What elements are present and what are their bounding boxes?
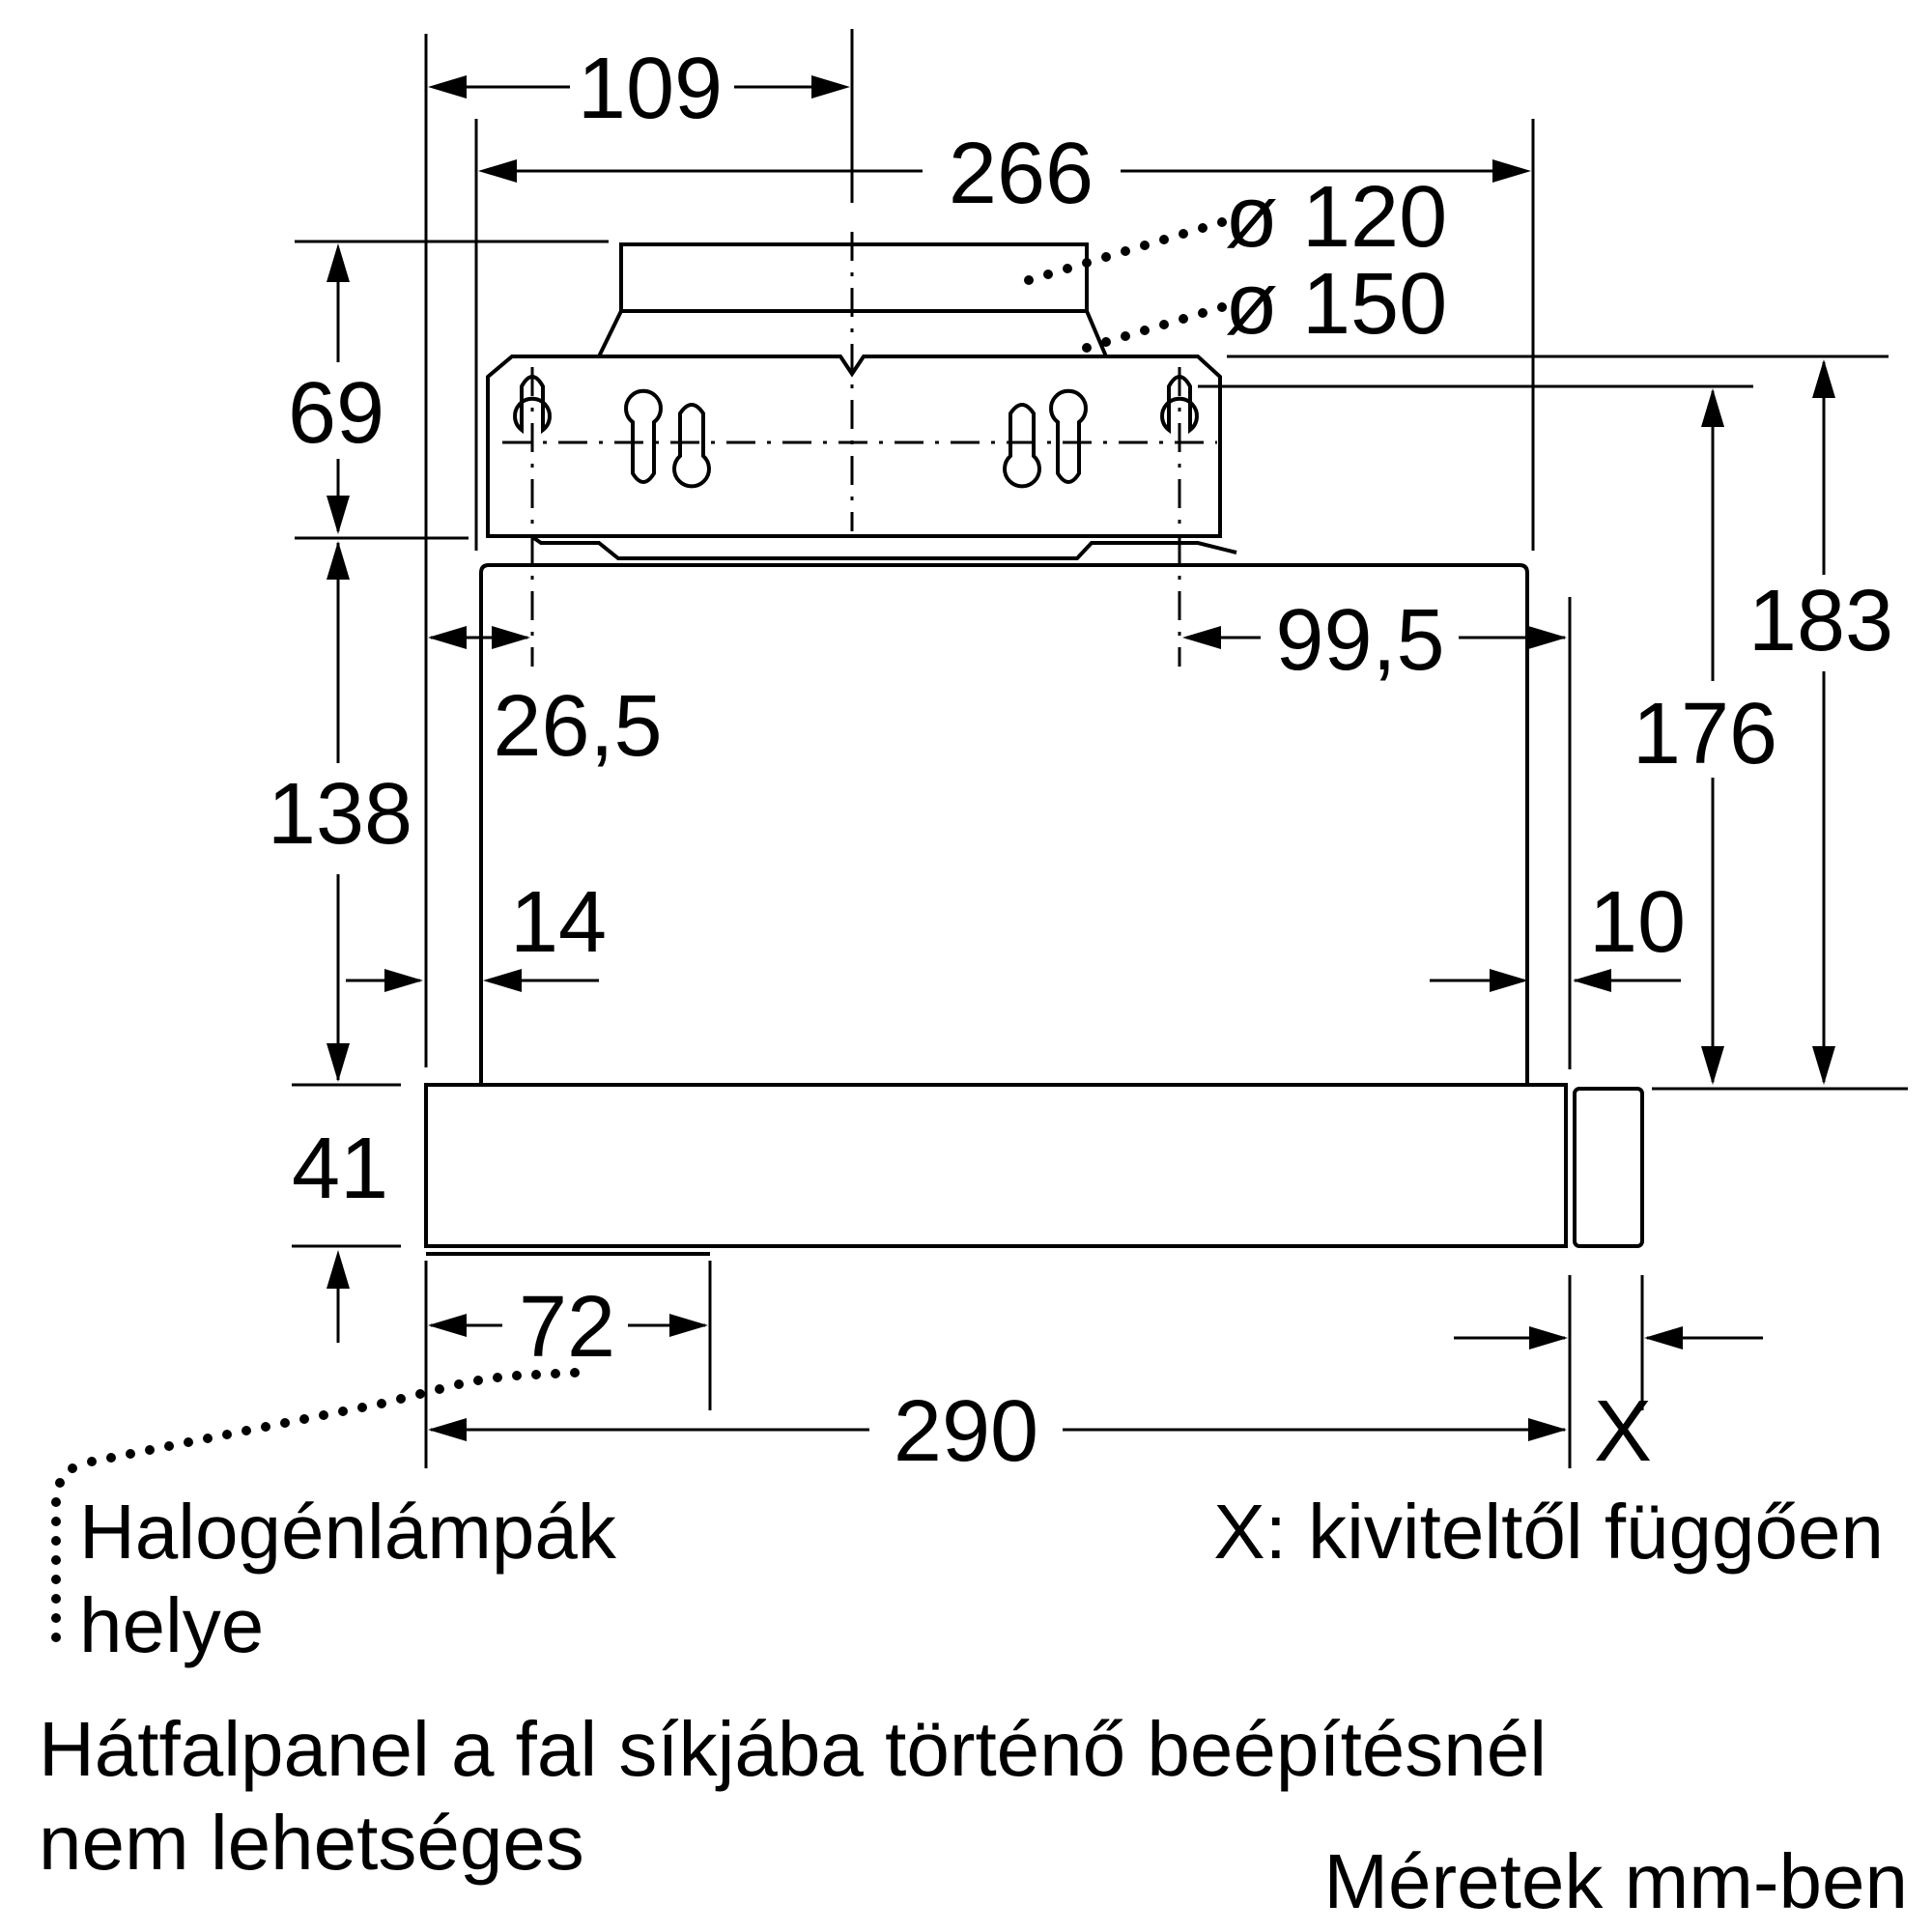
dim-label-41: 41: [291, 1121, 389, 1217]
arrowhead: [811, 75, 850, 99]
dim-label-10: 10: [1588, 874, 1687, 971]
arrowhead: [1528, 1418, 1567, 1441]
note-x-variant: X: kiviteltől függően: [1213, 1489, 1884, 1575]
arrowhead: [1492, 159, 1531, 183]
dim-label-109: 109: [577, 41, 724, 137]
arrowhead: [1529, 1326, 1568, 1350]
arrowhead: [428, 1418, 467, 1441]
arrowhead: [384, 969, 423, 992]
note-units: Méretek mm-ben: [1323, 1838, 1908, 1924]
dim-label-72: 72: [518, 1279, 616, 1376]
arrowhead: [327, 496, 350, 534]
duct-collar: [621, 244, 1087, 311]
note-halogen-line1: Halogénlámpák: [79, 1489, 616, 1575]
notes: [39, 1489, 1908, 1924]
arrowhead: [327, 1250, 350, 1289]
arrowhead: [492, 626, 530, 649]
arrowhead: [669, 1314, 708, 1337]
dim-label-183: 183: [1747, 573, 1894, 669]
arrowhead: [428, 75, 467, 99]
arrowhead: [1701, 388, 1724, 427]
arrowhead: [1573, 969, 1611, 992]
mounting-bracket: [488, 356, 1220, 536]
keyhole-slot: [1051, 391, 1086, 482]
arrowhead: [1490, 969, 1528, 992]
dim-label-14: 14: [509, 874, 608, 971]
dim-label-266: 266: [948, 126, 1094, 222]
arrowhead: [1644, 1326, 1683, 1350]
dim-label-dia150: ø 150: [1225, 256, 1448, 353]
arrowhead: [1701, 1046, 1724, 1085]
dim-label-26-5: 26,5: [493, 678, 663, 775]
dim-label-99-5: 99,5: [1275, 592, 1445, 689]
arrowhead: [483, 969, 522, 992]
arrowhead: [327, 1043, 350, 1082]
arrowhead: [327, 243, 350, 282]
keyhole-slot: [1005, 405, 1039, 486]
arrowhead: [327, 541, 350, 580]
base-plate: [531, 536, 1236, 558]
dim-label-176: 176: [1632, 686, 1778, 782]
arrowhead: [428, 626, 467, 649]
dim-label-dia120: ø 120: [1225, 169, 1448, 266]
arrowhead: [1182, 626, 1221, 649]
keyhole-slot: [626, 391, 661, 482]
dim-label-69: 69: [287, 365, 385, 462]
front-drawer: [426, 1085, 1566, 1246]
front-trim: [1575, 1089, 1642, 1246]
dimension-labels: [268, 41, 1893, 1480]
keyhole-slot: [674, 405, 709, 486]
arrowhead: [1812, 1046, 1835, 1085]
arrowhead: [1812, 359, 1835, 398]
leader-dia150: [1082, 302, 1227, 353]
dim-label-x: X: [1593, 1383, 1653, 1480]
keyhole-slots: [515, 377, 1197, 486]
dim-label-138: 138: [267, 766, 413, 863]
leader-dia120: [1024, 217, 1227, 285]
note-halogen-line2: helye: [79, 1582, 265, 1668]
arrowhead: [1528, 626, 1567, 649]
dim-label-290: 290: [893, 1383, 1039, 1480]
arrowhead: [428, 1314, 467, 1337]
arrowhead: [478, 159, 517, 183]
note-backpanel-line1: Hátfalpanel a fal síkjába történő beépítésnél: [39, 1706, 1548, 1792]
note-backpanel-line2: nem lehetséges: [39, 1800, 584, 1886]
